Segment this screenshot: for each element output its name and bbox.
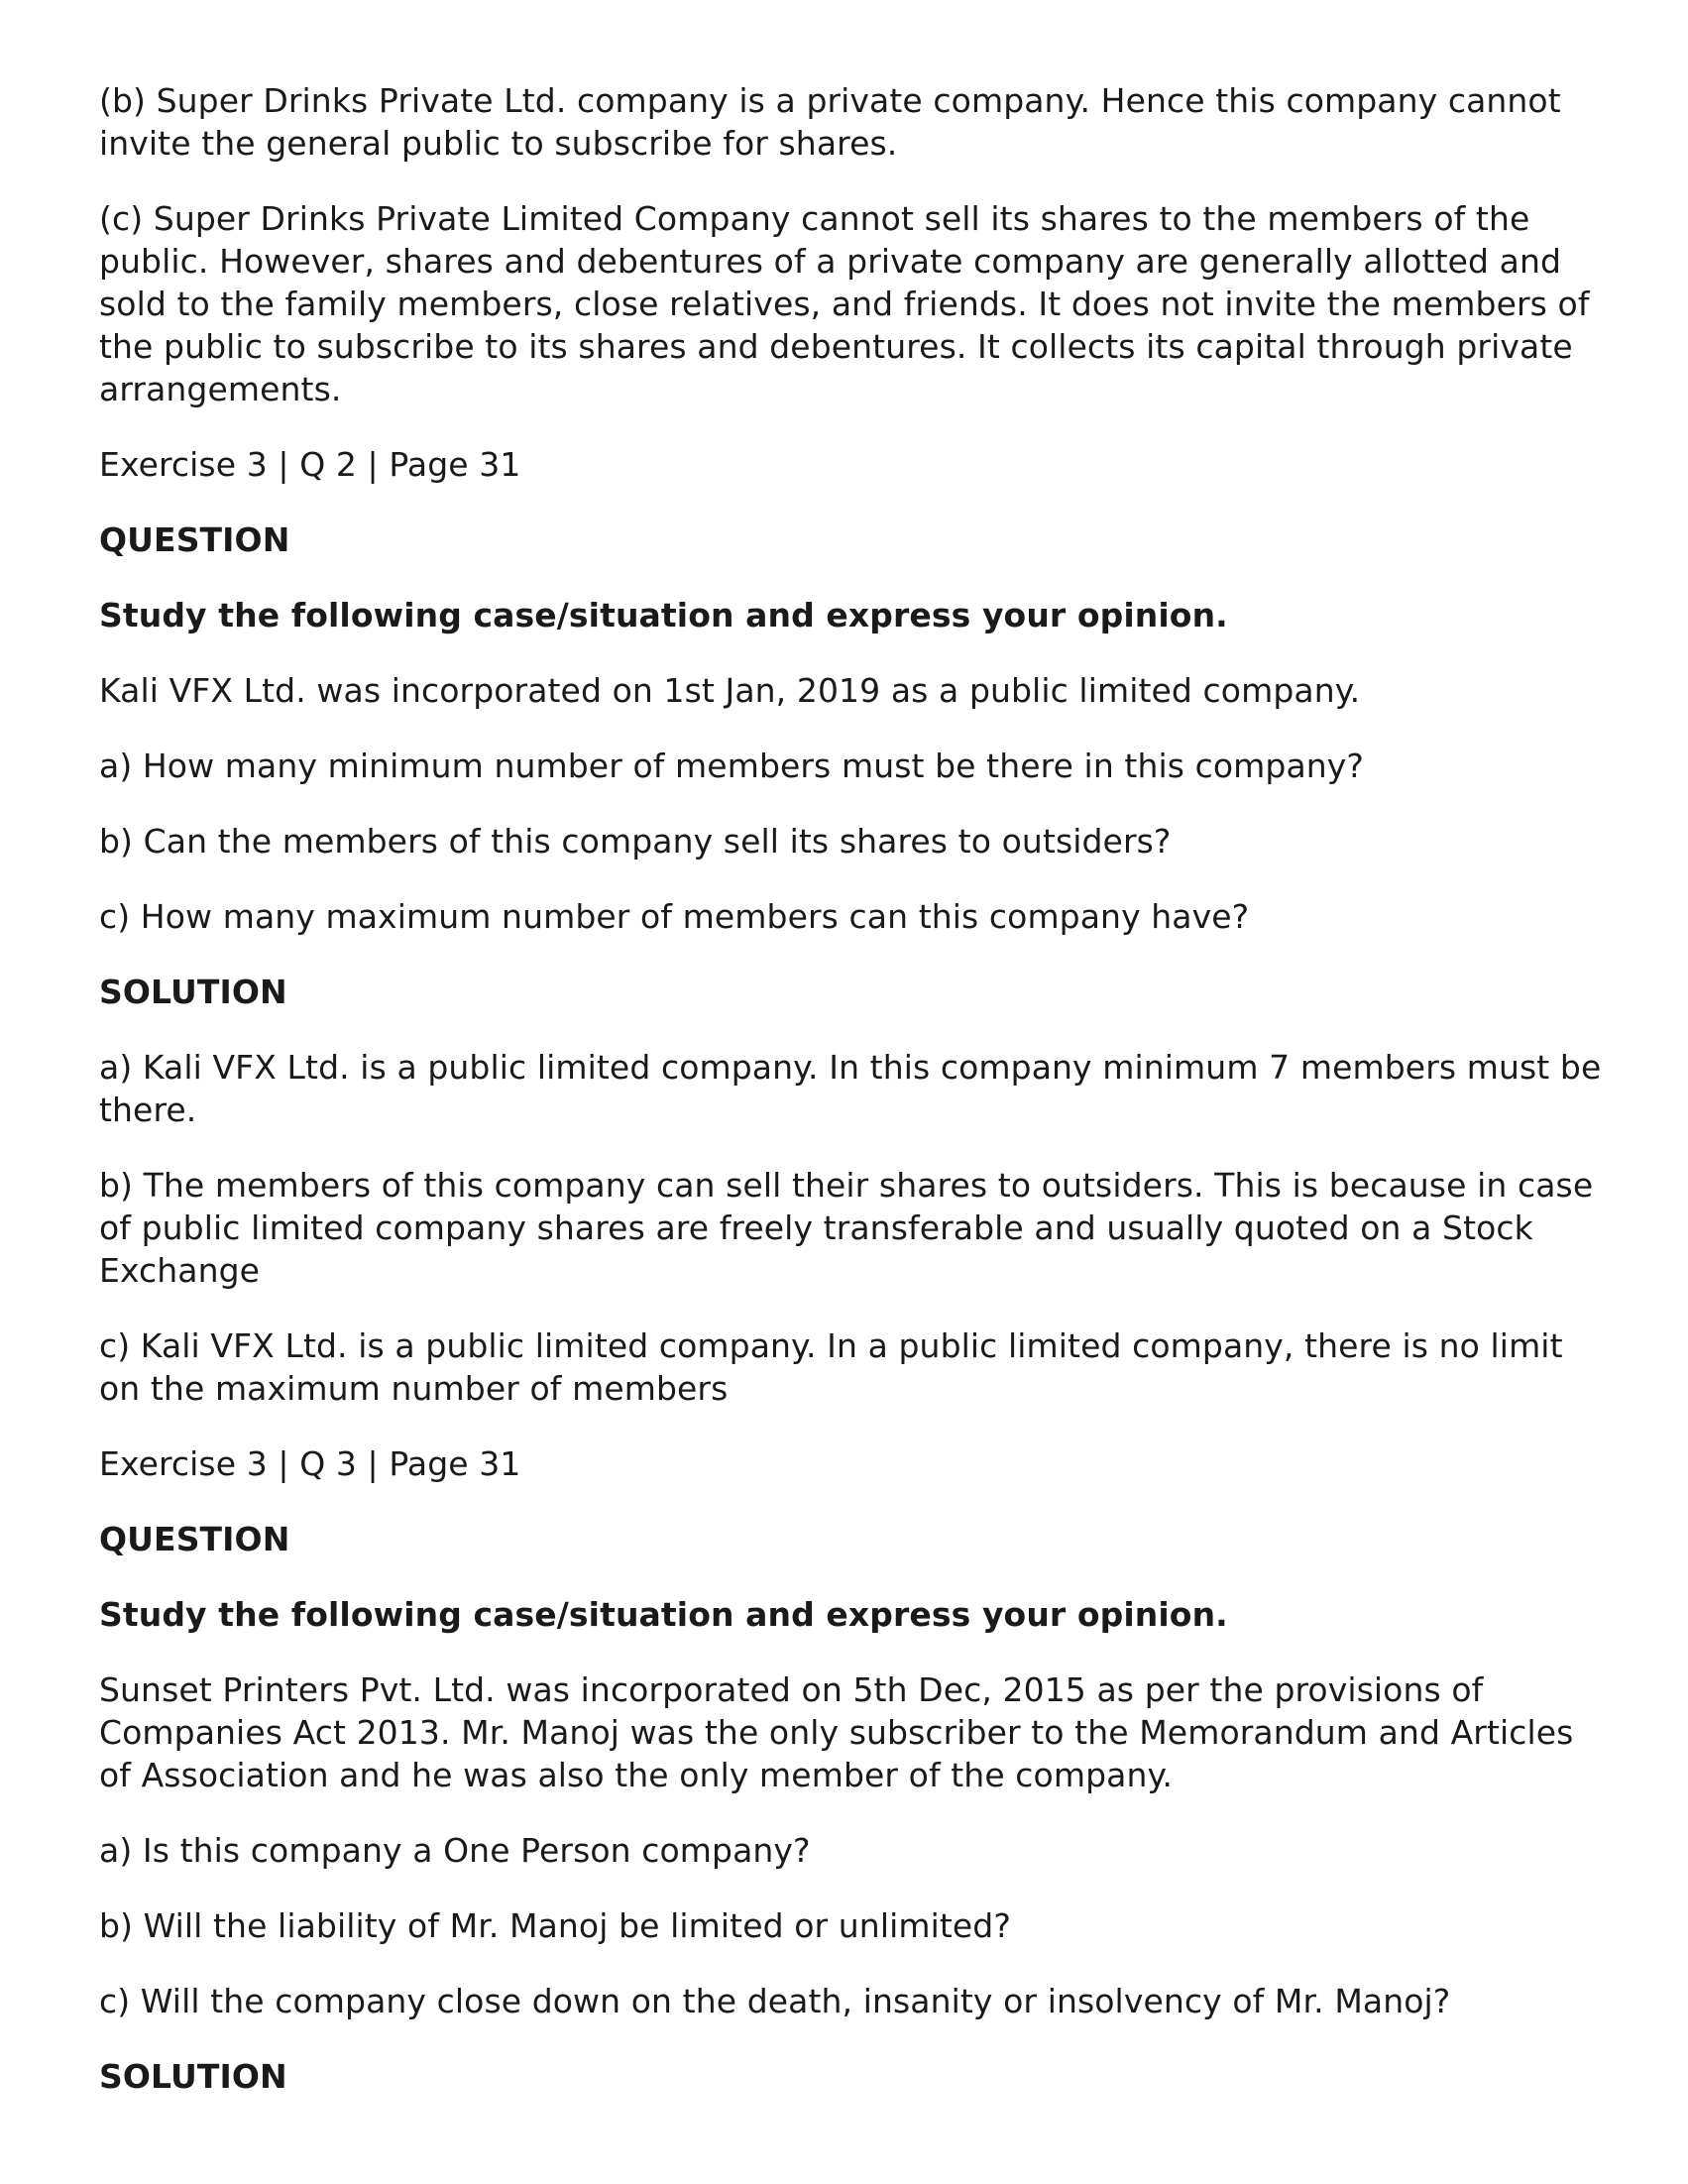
question-instruction: Study the following case/situation and express your opinion. <box>99 596 1228 634</box>
document-page <box>99 79 1606 2130</box>
question-instruction: Study the following case/situation and express your opinion. <box>99 1595 1228 1634</box>
solution-c-paragraph: (c) Super Drinks Private Limited Company cannot sell its shares to the members of the public. However, shares and debentures of a private company are generally allotted and sold to the family members, close relatives, and friends. It does not invite the members of the public to subscribe to its shares and debentures. It collects its capital through private arrangements. <box>99 199 1590 408</box>
case-description: Kali VFX Ltd. was incorporated on 1st Jan, 2019 as a public limited company. <box>99 671 1361 710</box>
case-description: Sunset Printers Pvt. Ltd. was incorporated on 5th Dec, 2015 as per the provisions of Companies Act 2013. Mr. Manoj was the only subscriber to the Memorandum and Articles of Association and he was also the only member of the company. <box>99 1670 1574 1794</box>
exercise-reference: Exercise 3 | Q 3 | Page 31 <box>99 1444 521 1483</box>
question-item: c) Will the company close down on the death, insanity or insolvency of Mr. Manoj? <box>99 1982 1451 2020</box>
question-item: c) How many maximum number of members can this company have? <box>99 897 1250 936</box>
solution-item: c) Kali VFX Ltd. is a public limited company. In a public limited company, there is no limit on the maximum number of members <box>99 1326 1563 1408</box>
solution-b-paragraph: (b) Super Drinks Private Ltd. company is a private company. Hence this company cannot invite the general public to subscribe for shares. <box>99 81 1561 163</box>
exercise-reference: Exercise 3 | Q 2 | Page 31 <box>99 445 521 484</box>
solution-heading: SOLUTION <box>99 2057 287 2096</box>
question-item: a) Is this company a One Person company? <box>99 1831 811 1870</box>
question-item: b) Can the members of this company sell its shares to outsiders? <box>99 822 1172 861</box>
question-heading: QUESTION <box>99 1520 290 1558</box>
question-item: a) How many minimum number of members must be there in this company? <box>99 747 1365 785</box>
solution-heading: SOLUTION <box>99 973 287 1011</box>
solution-item: a) Kali VFX Ltd. is a public limited company. In this company minimum 7 members must be there. <box>99 1048 1602 1129</box>
solution-item: b) The members of this company can sell their shares to outsiders. This is because in case of public limited company shares are freely transferable and usually quoted on a Stock Exchange <box>99 1166 1594 1290</box>
question-heading: QUESTION <box>99 520 290 559</box>
question-item: b) Will the liability of Mr. Manoj be limited or unlimited? <box>99 1906 1011 1945</box>
